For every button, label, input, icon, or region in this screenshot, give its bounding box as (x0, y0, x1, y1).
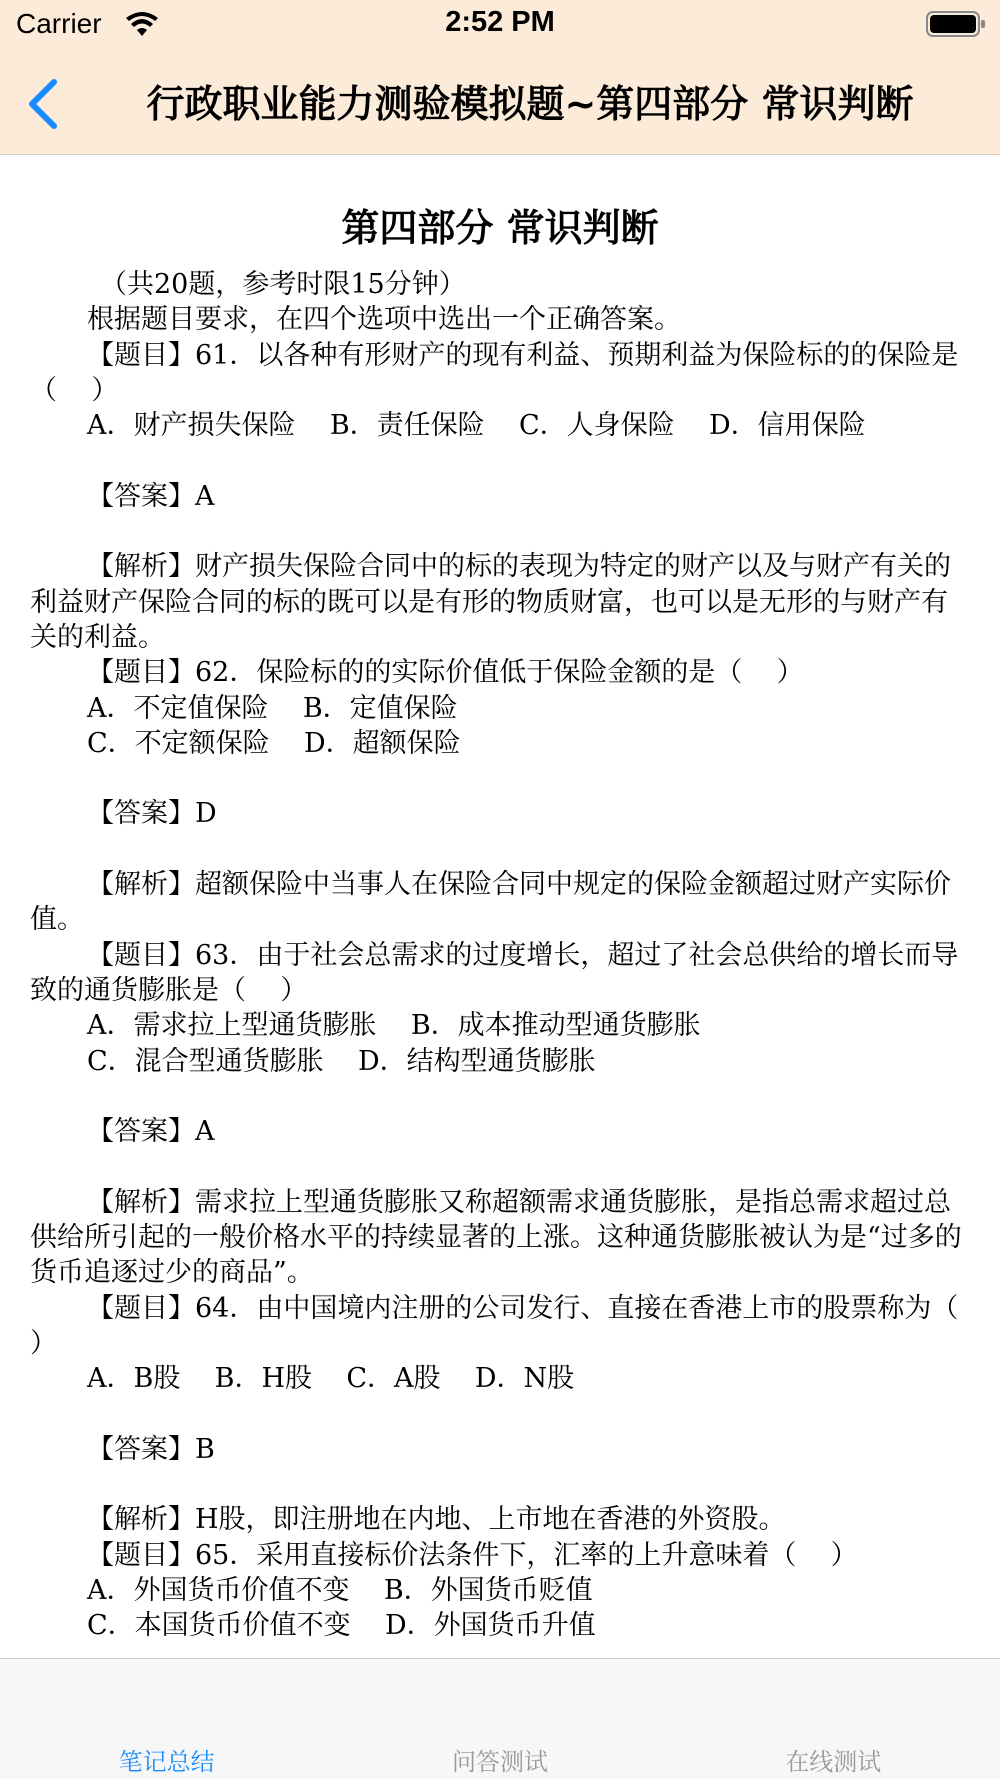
navigation-bar (0, 52, 1000, 155)
article-body (0, 267, 1000, 1644)
paragraph: 根据题目要求，在四个选项中选出一个正确答案。 (87, 304, 681, 336)
tab-label: 在线测试 (785, 1748, 882, 1776)
paragraph: （共20题，参考时限15分钟） (100, 269, 466, 300)
answer-text: 【答案】A (87, 1116, 215, 1148)
carrier-label: Carrier (16, 8, 102, 39)
clock-time: 2:52 PM (445, 6, 555, 38)
explanation-text: 【解析】需求拉上型通货膨胀又称超额需求通货膨胀，是指总需求超过总供给所引起的一般价格水平的持续显著的上涨。这种通货膨胀被认为是“过多的货币追逐过少的商品”。 (30, 1186, 962, 1289)
tab-label: 笔记总结 (118, 1748, 215, 1776)
question-text: 【题目】62．保险标的的实际价值低于保险金额的是（ ） (87, 657, 804, 689)
article-content[interactable] (0, 155, 1000, 1658)
blank-line (0, 514, 1000, 549)
blank-line (0, 1397, 1000, 1432)
blank-line (0, 1467, 1000, 1502)
back-chevron-icon[interactable] (24, 76, 66, 132)
options-text: A．B股 B．H股 C．A股 D．N股 (87, 1363, 575, 1395)
tab-label: 问答测试 (451, 1748, 548, 1776)
explanation-text: 【解析】超额保险中当事人在保险合同中规定的保险金额超过财产实际价值。 (30, 869, 951, 936)
battery-icon (926, 10, 986, 38)
options-text: A．需求拉上型通货膨胀 B．成本推动型通货膨胀 (87, 1010, 701, 1042)
question-text: 【题目】64．由中国境内注册的公司发行、直接在香港上市的股票称为（ ） (30, 1292, 993, 1359)
explanation-text: 【解析】财产损失保险合同中的标的表现为特定的财产以及与财产有关的利益财产保险合同的标的既可以是有形的物质财富，也可以是无形的与财产有关的利益。 (30, 551, 951, 653)
blank-line (0, 1149, 1000, 1184)
blank-line (0, 443, 1000, 478)
page-title: 行政职业能力测验模拟题~第四部分 常识判断 (146, 82, 914, 126)
tab-qa-test[interactable] (333, 1659, 666, 1779)
answer-text: 【答案】A (87, 480, 215, 512)
options-text: C．不定额保险 D．超额保险 (87, 727, 461, 759)
options-text: A．财产损失保险 B．责任保险 C．人身保险 D．信用保险 (87, 410, 866, 442)
question-text: 【题目】61．以各种有形财产的现有利益、预期利益为保险标的的保险是（ ） (30, 339, 959, 406)
options-text: A．不定值保险 B．定值保险 (87, 692, 458, 724)
blank-line (0, 761, 1000, 796)
section-title: 第四部分 常识判断 (341, 206, 659, 250)
blank-line (0, 1079, 1000, 1114)
question-text: 【题目】65．采用直接标价法条件下，汇率的上升意味着（ ） (87, 1539, 858, 1571)
explanation-text: 【解析】H股，即注册地在内地、上市地在香港的外资股。 (87, 1504, 786, 1536)
tab-notes-summary[interactable] (0, 1659, 333, 1779)
options-text: A．外国货币价值不变 B．外国货币贬值 (87, 1574, 593, 1606)
status-bar (0, 0, 1000, 52)
answer-text: 【答案】D (87, 798, 217, 830)
blank-line (0, 832, 1000, 867)
options-text: C．混合型通货膨胀 D．结构型通货膨胀 (87, 1045, 596, 1077)
question-text: 【题目】63．由于社会总需求的过度增长，超过了社会总供给的增长而导致的通货膨胀是（ ） (30, 939, 959, 1006)
tab-bar (0, 1658, 1000, 1779)
tab-online-test[interactable] (667, 1659, 1000, 1779)
answer-text: 【答案】B (87, 1433, 215, 1465)
options-text: C．本国货币价值不变 D．外国货币升值 (87, 1610, 596, 1642)
